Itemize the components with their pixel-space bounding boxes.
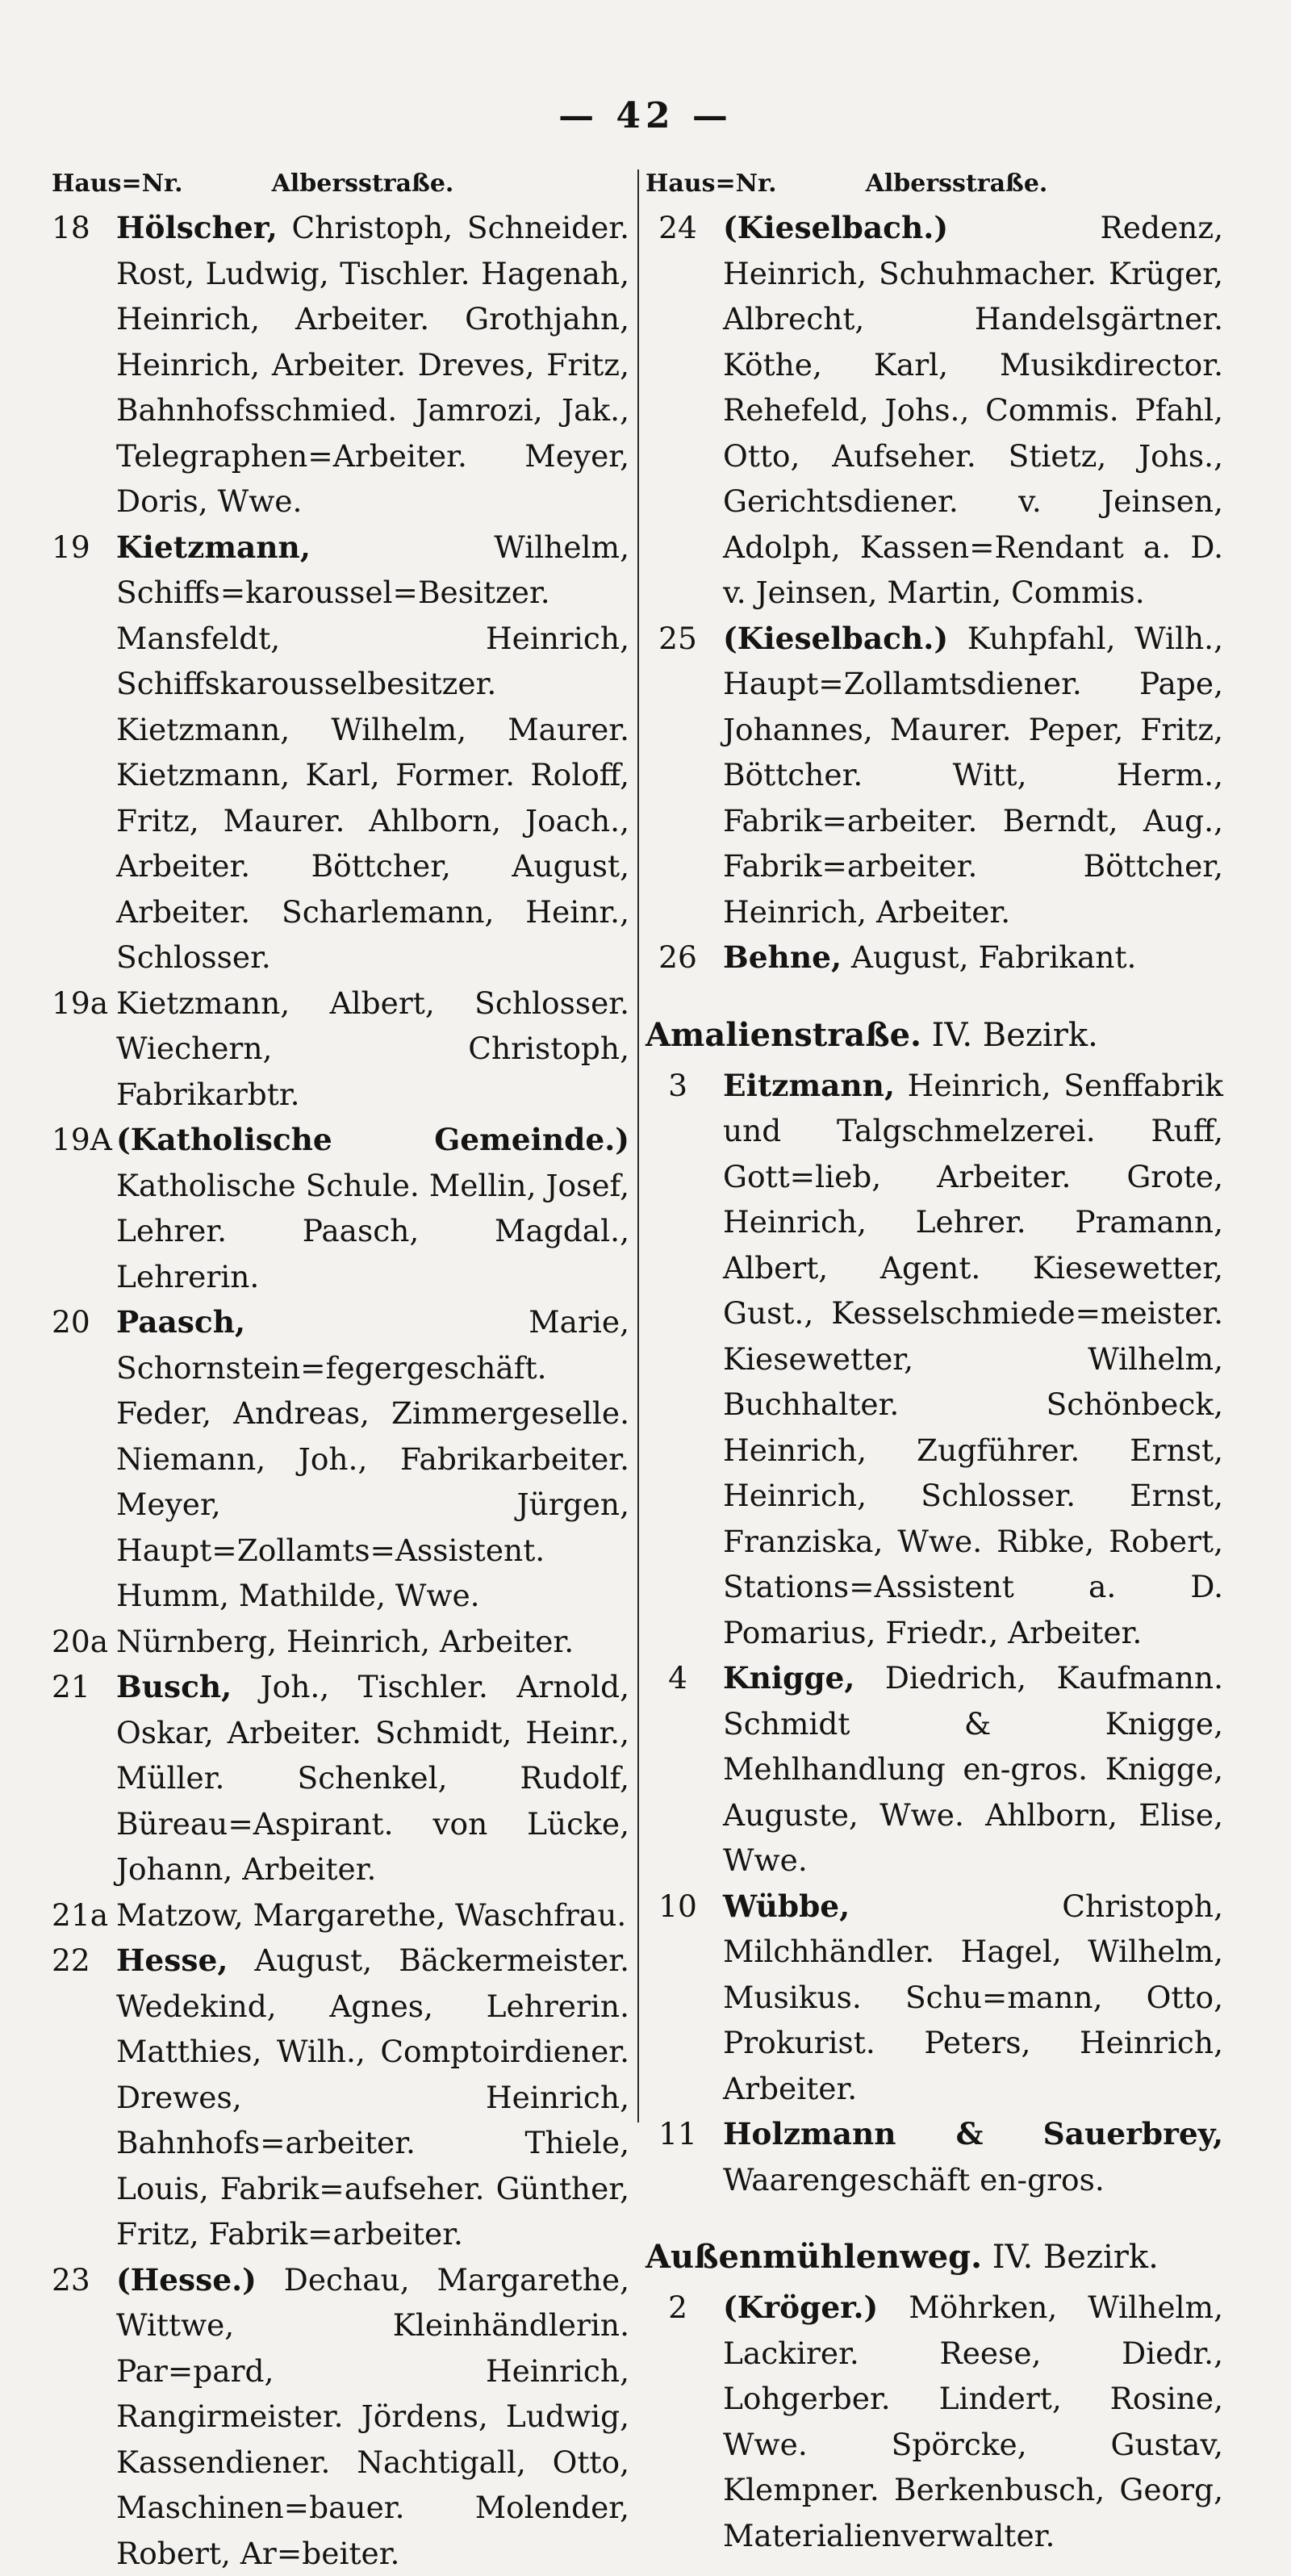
house-number: 21	[52, 1664, 116, 1892]
house-number: 19	[52, 525, 116, 981]
residents: Joh., Tischler. Arnold, Oskar, Arbeiter. Schmidt, Heinr., Müller. Schenkel, Rudolf, Büreau=Aspirant. von Lücke, Johann, Arbeiter.	[116, 1669, 629, 1887]
residents: Matzow, Margarethe, Waschfrau.	[116, 1897, 626, 1933]
house-entry	[646, 935, 1223, 981]
house-entry	[646, 1063, 1223, 1656]
house-number: 20a	[52, 1619, 116, 1665]
street-section-heading	[646, 1013, 1223, 1058]
house-number-label: Haus=Nr.	[646, 166, 754, 202]
resident-text	[723, 2285, 1223, 2558]
house-number: 22	[52, 1938, 116, 2257]
resident-text	[723, 935, 1223, 981]
house-entry	[52, 1117, 629, 1299]
residents: Kuhpfahl, Wilh., Haupt=Zollamtsdiener. Pape, Johannes, Maurer. Peper, Fritz, Böttcher. Witt, Herm., Fabrik=arbeiter. Berndt, Aug., Fabrik=arbeiter. Böttcher, Heinrich, Arbeiter.	[723, 621, 1223, 930]
owner-name: (Kröger.)	[723, 2290, 878, 2325]
residents: Dechau, Margarethe, Wittwe, Kleinhändlerin. Par=pard, Heinrich, Rangirmeister. Jördens, Ludwig, Kassendiener. Nachtigall, Otto, Maschinen=bauer. Molender, Robert, Ar=beiter.	[116, 2262, 629, 2571]
owner-name: (Hesse.)	[116, 2262, 257, 2298]
owner-name: (Kieselbach.)	[723, 621, 948, 656]
house-entry	[52, 1938, 629, 2257]
owner-name: Paasch,	[116, 1304, 245, 1340]
house-number: 21a	[52, 1892, 116, 1938]
entry-list	[646, 205, 1223, 981]
house-number: 19A	[52, 1117, 116, 1299]
owner-name: Knigge,	[723, 1660, 854, 1696]
resident-text	[116, 205, 629, 525]
column-header	[52, 166, 629, 202]
residents: August, Bäckermeister. Wedekind, Agnes, Lehrerin. Matthies, Wilh., Comptoirdiener. Drewes, Heinrich, Bahnhofs=arbeiter. Thiele, Louis, Fabrik=aufseher. Günther, Fritz, Fabrik=arbeiter.	[116, 1942, 629, 2252]
owner-name: Eitzmann,	[723, 1068, 895, 1103]
house-number: 3	[646, 1063, 723, 1656]
owner-name: Behne,	[723, 939, 842, 975]
resident-text	[116, 1299, 629, 1619]
owner-name: Wübbe,	[723, 1888, 850, 1924]
house-entry	[646, 205, 1223, 616]
residents: Marie, Schornstein=fegergeschäft. Feder, Andreas, Zimmergeselle. Niemann, Joh., Fabrikarbeiter. Meyer, Jürgen, Haupt=Zollamts=Assistent. Humm, Mathilde, Wwe.	[116, 1304, 629, 1613]
house-number: 23	[52, 2257, 116, 2576]
house-entry	[52, 1299, 629, 1619]
page-number: — 42 —	[0, 95, 1291, 136]
street-name: Außenmühlenweg.	[646, 2238, 982, 2276]
owner-name: Hesse,	[116, 1942, 228, 1978]
residents: Christoph, Schneider. Rost, Ludwig, Tischler. Hagenah, Heinrich, Arbeiter. Grothjahn, Heinrich, Arbeiter. Dreves, Fritz, Bahnhofsschmied. Jamrozi, Jak., Telegraphen=Arbeiter. Meyer, Doris, Wwe.	[116, 210, 629, 519]
street-name: Amalienstraße.	[646, 1016, 921, 1054]
column-divider	[637, 169, 639, 2122]
resident-text	[723, 205, 1223, 616]
house-number: 26	[646, 935, 723, 981]
resident-text	[116, 1619, 629, 1665]
residents: Nürnberg, Heinrich, Arbeiter.	[116, 1624, 574, 1659]
resident-text	[723, 1655, 1223, 1884]
house-number: 24	[646, 205, 723, 616]
house-number: 11	[646, 2111, 723, 2202]
house-entry	[52, 1619, 629, 1665]
resident-text	[116, 1938, 629, 2257]
resident-text	[116, 2257, 629, 2576]
house-number: 4	[646, 1655, 723, 1884]
house-number: 2	[646, 2285, 723, 2558]
district-label: IV. Bezirk.	[921, 1017, 1098, 1054]
resident-text	[723, 2111, 1223, 2202]
resident-text	[116, 1664, 629, 1892]
street-sections	[646, 1013, 1223, 2559]
house-number: 10	[646, 1884, 723, 2112]
resident-text	[116, 1892, 629, 1938]
residents: Redenz, Heinrich, Schuhmacher. Krüger, Albrecht, Handelsgärtner. Köthe, Karl, Musikdirector. Rehefeld, Johs., Commis. Pfahl, Otto, Aufseher. Stietz, Johs., Gerichtsdiener. v. Jeinsen, Adolph, Kassen=Rendant a. D. v. Jeinsen, Martin, Commis.	[723, 210, 1223, 610]
entry-list	[52, 205, 629, 2576]
owner-name: Hölscher,	[116, 210, 278, 245]
house-entry	[646, 1884, 1223, 2112]
right-column	[646, 166, 1223, 2558]
residents: Diedrich, Kaufmann. Schmidt & Knigge, Mehlhandlung en-gros. Knigge, Auguste, Wwe. Ahlborn, Elise, Wwe.	[723, 1660, 1223, 1878]
resident-text	[116, 981, 629, 1118]
street-heading: Albersstraße.	[754, 166, 1223, 202]
house-entry	[646, 2285, 1223, 2558]
resident-text	[116, 1117, 629, 1299]
owner-name: (Kieselbach.)	[723, 210, 948, 245]
street-section-heading	[646, 2235, 1223, 2280]
house-entry	[52, 525, 629, 981]
house-entry	[646, 616, 1223, 935]
residents: August, Fabrikant.	[842, 939, 1136, 975]
house-entry	[52, 1892, 629, 1938]
residents: Waarengeschäft en-gros.	[723, 2162, 1105, 2198]
left-column	[52, 166, 629, 2576]
house-entry	[646, 2111, 1223, 2202]
owner-name: Kietzmann,	[116, 529, 311, 565]
house-number: 20	[52, 1299, 116, 1619]
residents: Heinrich, Senffabrik und Talgschmelzerei. Ruff, Gott=lieb, Arbeiter. Grote, Heinrich, Lehrer. Pramann, Albert, Agent. Kiesewetter, Gust., Kesselschmiede=meister. Kiesewetter, Wilhelm, Buchhalter. Schönbeck, Heinrich, Zugführer. Ernst, Heinrich, Schlosser. Ernst, Franziska, Wwe. Ribke, Robert, Stations=Assistent a. D. Pomarius, Friedr., Arbeiter.	[723, 1068, 1223, 1650]
house-number: 18	[52, 205, 116, 525]
owner-name: Holzmann & Sauerbrey,	[723, 2116, 1223, 2152]
resident-text	[723, 1063, 1223, 1656]
owner-name: (Katholische Gemeinde.)	[116, 1122, 629, 1157]
owner-name: Busch,	[116, 1669, 232, 1704]
district-label: IV. Bezirk.	[982, 2239, 1159, 2276]
house-number-label: Haus=Nr.	[52, 166, 161, 202]
residents: Wilhelm, Schiffs=karoussel=Besitzer. Mansfeldt, Heinrich, Schiffskarousselbesitzer. Kietzmann, Wilhelm, Maurer. Kietzmann, Karl, Former. Roloff, Fritz, Maurer. Ahlborn, Joach., Arbeiter. Böttcher, August, Arbeiter. Scharlemann, Heinr., Schlosser.	[116, 529, 629, 976]
resident-text	[116, 525, 629, 981]
resident-text	[723, 616, 1223, 935]
residents: Katholische Schule. Mellin, Josef, Lehrer. Paasch, Magdal., Lehrerin.	[116, 1168, 629, 1294]
house-number: 19a	[52, 981, 116, 1118]
house-entry	[52, 1664, 629, 1892]
house-number: 25	[646, 616, 723, 935]
house-entry	[646, 1655, 1223, 1884]
street-heading: Albersstraße.	[161, 166, 629, 202]
residents: Möhrken, Wilhelm, Lackirer. Reese, Diedr., Lohgerber. Lindert, Rosine, Wwe. Spörcke, Gustav, Klempner. Berkenbusch, Georg, Materialienverwalter.	[723, 2290, 1223, 2553]
residents: Christoph, Milchhändler. Hagel, Wilhelm, Musikus. Schu=mann, Otto, Prokurist. Peters, Heinrich, Arbeiter.	[723, 1888, 1223, 2106]
house-entry	[52, 205, 629, 525]
column-header	[646, 166, 1223, 202]
resident-text	[723, 1884, 1223, 2112]
house-entry	[52, 2257, 629, 2576]
residents: Kietzmann, Albert, Schlosser. Wiechern, Christoph, Fabrikarbtr.	[116, 985, 629, 1112]
house-entry	[52, 981, 629, 1118]
